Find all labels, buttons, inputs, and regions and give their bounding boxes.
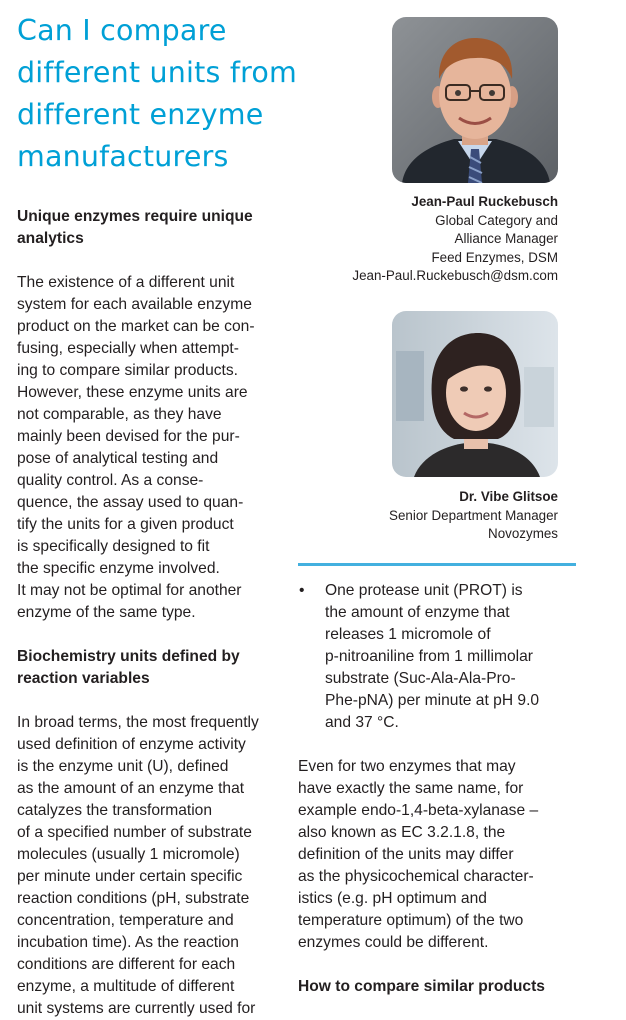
person-name: Dr. Vibe Glitsoe (459, 489, 558, 504)
text-line: definition of the units may differ (298, 846, 514, 863)
text-line: also known as EC 3.2.1.8, the (298, 824, 506, 841)
text-line: and 37 °C. (325, 714, 399, 731)
text-line: product on the market can be con- (17, 318, 255, 335)
text-line: used definition of enzyme activity (17, 736, 246, 753)
text-line: pose of analytical testing and (17, 450, 219, 467)
text-line: enzyme, a multitude of different (17, 978, 235, 995)
section-divider-rule (298, 563, 576, 566)
text-line: reaction conditions (pH, substrate (17, 890, 250, 907)
person-name: Jean-Paul Ruckebusch (411, 194, 558, 209)
text-line: the specific enzyme involved. (17, 560, 220, 577)
heading-line: Biochemistry units defined by (17, 648, 240, 665)
text-line: have exactly the same name, for (298, 780, 524, 797)
text-line: releases 1 micromole of (325, 626, 491, 643)
page-title (17, 10, 317, 178)
text-line: of a specified number of substrate (17, 824, 252, 841)
text-line: temperature optimum) of the two (298, 912, 524, 929)
paragraph-same-name-enzymes (298, 756, 580, 954)
right-column (298, 580, 580, 998)
text-line: incubation time). As the reaction (17, 934, 239, 951)
title-line: Can I compare (17, 14, 227, 47)
text-line: as the physicochemical character- (298, 868, 534, 885)
text-line: The existence of a different unit (17, 274, 235, 291)
person-role: Feed Enzymes, DSM (431, 249, 558, 265)
text-line: not comparable, as they have (17, 406, 222, 423)
text-line: catalyzes the transformation (17, 802, 213, 819)
text-line: mainly been devised for the pur- (17, 428, 240, 445)
person-role: Novozymes (488, 526, 558, 541)
text-line: Even for two enzymes that may (298, 758, 516, 775)
text-line: per minute under certain specific (17, 868, 243, 885)
section-heading-biochemistry-units (17, 646, 285, 690)
section-heading-compare-products: How to compare similar products (298, 978, 545, 995)
text-line: as the amount of an enzyme that (17, 780, 245, 797)
person-role: Alliance Manager (454, 231, 558, 246)
title-line: manufacturers (17, 140, 229, 173)
text-line: quence, the assay used to quan- (17, 494, 244, 511)
text-line: molecules (usually 1 micromole) (17, 846, 240, 863)
text-line: example endo-1,4-beta-xylanase – (298, 802, 539, 819)
text-line: However, these enzyme units are (17, 384, 248, 401)
left-column (17, 206, 285, 1020)
text-line: quality control. As a conse- (17, 472, 204, 489)
text-line: ing to compare similar products. (17, 362, 239, 379)
text-line: enzymes could be different. (298, 934, 489, 951)
text-line: the amount of enzyme that (325, 604, 510, 621)
text-line: substrate (Suc-Ala-Ala-Pro- (325, 670, 516, 687)
text-line: fusing, especially when attempt- (17, 340, 239, 357)
title-line: different enzyme (17, 98, 264, 131)
person-role: Global Category and (435, 212, 558, 228)
title-line: different units from (17, 56, 297, 89)
paragraph-enzyme-unit-definition (17, 712, 285, 1020)
text-line: It may not be optimal for another (17, 582, 242, 599)
text-line: p-nitroaniline from 1 millimolar (325, 648, 533, 665)
person-role: Senior Department Manager (389, 507, 558, 523)
section-heading-unique-enzymes (17, 206, 285, 250)
bullet-item-protease-unit (298, 580, 580, 734)
text-line: conditions are different for each (17, 956, 236, 973)
text-line: In broad terms, the most frequently (17, 714, 259, 731)
text-line: istics (e.g. pH optimum and (298, 890, 487, 907)
text-line: One protease unit (PROT) is (325, 582, 523, 599)
portrait-photo-vibe-glitsoe (392, 311, 558, 477)
heading-line: analytics (17, 230, 84, 247)
person-email: Jean-Paul.Ruckebusch@dsm.com (352, 268, 558, 283)
paragraph-unit-systems (17, 272, 285, 624)
text-line: is the enzyme unit (U), defined (17, 758, 229, 775)
text-line: Phe-pNA) per minute at pH 9.0 (325, 692, 540, 709)
text-line: enzyme of the same type. (17, 604, 196, 621)
text-line: is specifically designed to fit (17, 538, 210, 555)
portrait-photo-jean-paul-ruckebusch (392, 17, 558, 183)
heading-line: reaction variables (17, 670, 150, 687)
heading-line: Unique enzymes require unique (17, 208, 253, 225)
text-line: system for each available enzyme (17, 296, 252, 313)
text-line: tify the units for a given product (17, 516, 234, 533)
caption-vibe-glitsoe (389, 488, 558, 544)
caption-jean-paul-ruckebusch (352, 193, 558, 286)
bullet-marker: • (299, 582, 305, 599)
text-line: unit systems are currently used for (17, 1000, 256, 1017)
text-line: concentration, temperature and (17, 912, 234, 929)
